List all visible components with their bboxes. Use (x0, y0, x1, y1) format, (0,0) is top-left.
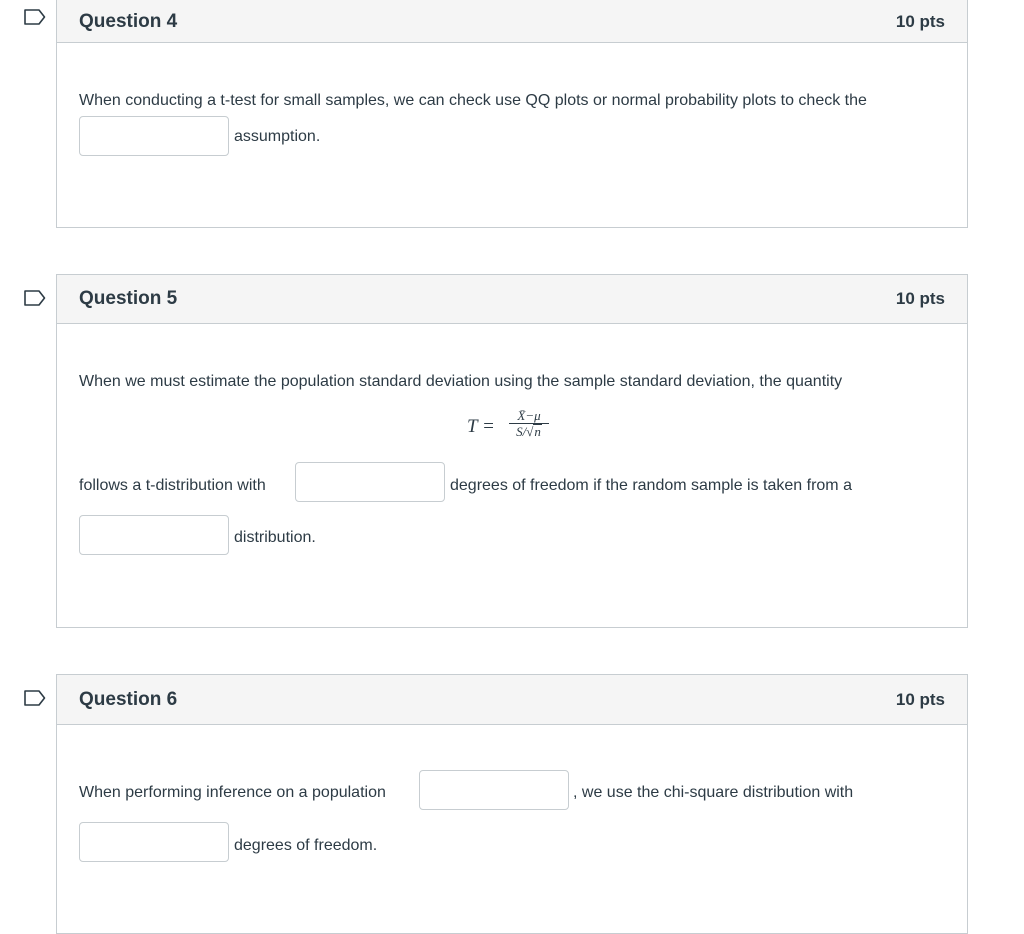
question-6-degrees-of-freedom-input[interactable] (79, 822, 229, 862)
question-5-points: 10 pts (895, 289, 945, 308)
question-6-flag-icon[interactable] (24, 690, 46, 706)
question-6-text-2: , we use the chi-square distribution with (573, 784, 854, 801)
formula-denominator-prefix: S/ (516, 424, 527, 439)
question-6-text-3: degrees of freedom. (234, 837, 378, 854)
t-statistic-formula (467, 408, 567, 448)
question-5-text-4: distribution. (234, 529, 316, 546)
question-6-text-1: When performing inference on a population (79, 784, 386, 801)
formula-fraction (509, 408, 549, 440)
question-5-header (57, 275, 967, 324)
question-4-points: 10 pts (895, 11, 945, 31)
sqrt-argument: n (534, 424, 541, 439)
sqrt-sign: √ (526, 424, 534, 439)
question-6 (56, 674, 968, 934)
question-5-title: Question 5 (79, 288, 178, 309)
question-4-text-1: When conducting a t-test for small samples, we can check use QQ plots or normal probability plots to check the (79, 92, 867, 109)
question-5-text-3: degrees of freedom if the random sample is taken from a (450, 477, 852, 494)
question-5-flag-icon[interactable] (24, 290, 46, 306)
question-5 (56, 274, 968, 628)
question-4-flag-icon[interactable] (24, 9, 46, 25)
question-4-text-2: assumption. (234, 128, 321, 145)
question-5-text-1: When we must estimate the population standard deviation using the sample standard deviation, the quantity (79, 373, 843, 390)
question-6-points: 10 pts (895, 689, 945, 709)
formula-numerator: X̄−μ (517, 408, 541, 423)
question-4-title: Question 4 (79, 10, 178, 32)
question-4-header (57, 0, 967, 43)
question-5-degrees-of-freedom-input[interactable] (295, 462, 445, 502)
question-6-parameter-input[interactable] (419, 770, 569, 810)
formula-denominator (513, 424, 545, 440)
question-6-header (57, 675, 967, 725)
question-4 (56, 0, 968, 228)
formula-lhs: T = (467, 416, 495, 437)
question-5-distribution-input[interactable] (79, 515, 229, 555)
question-4-answer-input[interactable] (79, 116, 229, 156)
question-5-text-2: follows a t-distribution with (79, 477, 266, 494)
question-6-title: Question 6 (79, 688, 178, 710)
